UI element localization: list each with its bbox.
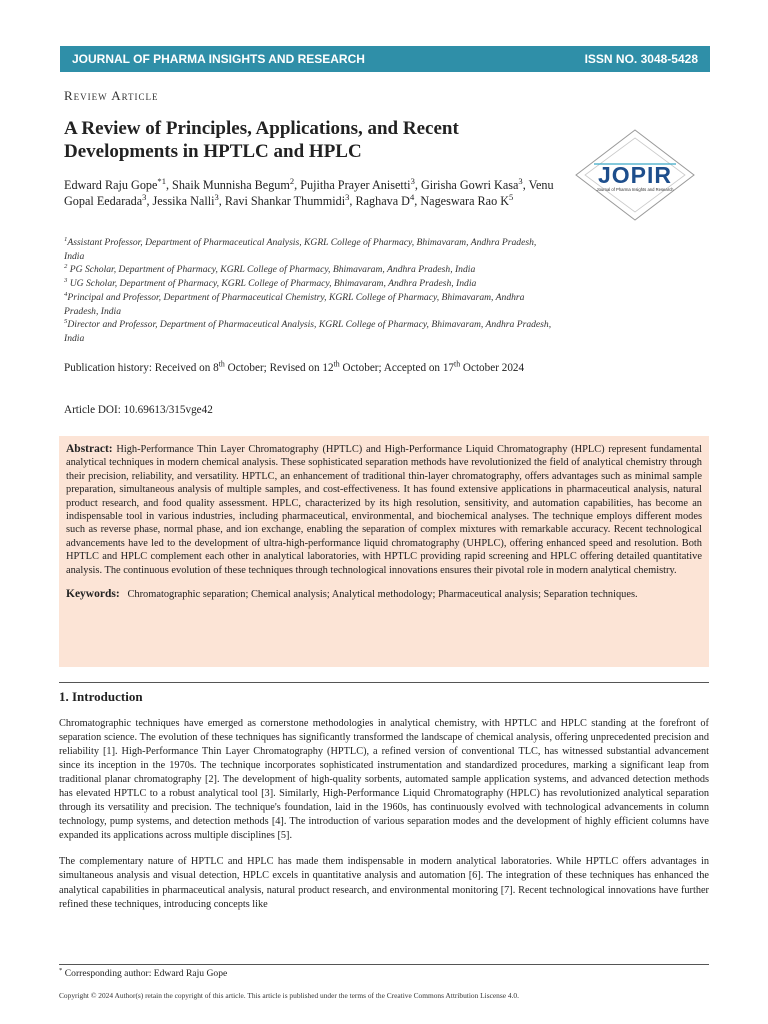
author: Jessika Nalli$^3$ <box>152 191 219 208</box>
abstract-label: Abstract: <box>66 443 113 455</box>
affiliation: $^1$Assistant Professor, Department of Pharmaceutical Analysis, KGRL College of Pharmacy, Bhimavaram, Andhra Pradesh, India <box>64 235 537 262</box>
affiliation: $^2$ PG Scholar, Department of Pharmacy, KGRL College of Pharmacy, Bhimavaram, Andhra Pradesh, India <box>64 263 476 276</box>
author: Ravi Shankar Thummidi$^3$ <box>224 191 350 208</box>
jopir-logo-icon <box>574 128 696 222</box>
keywords-label: Keywords: <box>66 588 120 601</box>
affiliation-list <box>64 236 554 346</box>
article-doi: Article DOI: 10.69613/315vge42 <box>64 404 213 416</box>
section-divider <box>59 682 709 683</box>
abstract-box <box>59 436 709 667</box>
author: Shaik Munnisha Begum$^2$ <box>172 175 295 192</box>
author: Pujitha Prayer Anisetti$^3$ <box>300 175 415 192</box>
keywords <box>66 588 702 601</box>
article-type: Review Article <box>64 88 159 103</box>
affiliation: $^4$Principal and Professor, Department of Pharmaceutical Chemistry, KGRL College of Pharmacy, Bhimavaram, Andhra Pradesh, India <box>64 290 525 317</box>
journal-logo <box>574 128 696 222</box>
paragraph: Chromatographic techniques have emerged as cornerstone methodologies in analytical chemistry, with HPTLC and HPLC standing at the forefront of separation science. The evolution of these techniques has significantly transformed the landscape of chemical analysis, offering unprecedented precision and reliability [1]. High-Performance Thin Layer Chromatography (HPTLC), a refined version of conventional TLC, has witnessed substantial advancement since its inception in the 1970s. The technique incorporates sophisticated instrumentation and standardized procedures, marking a significant leap from traditional planar chromatography [2]. The development of high-quality sorbents, automated sample application systems, and advanced detection methods has elevated HPTLC to a robust analytical tool [3]. Similarly, High-Performance Liquid Chromatography (HPLC) has revolutionized analytical separation through its versatility and precision. The technique's foundation, laid in the 1960s, has continuously evolved with technological advancements in column technology, pump systems, and detection methods [4]. The introduction of various separation modes and the development of highly efficient columns have expanded its applications across multiple disciplines [5]. <box>59 718 709 842</box>
section-body <box>59 717 709 924</box>
affiliation: $^3$ UG Scholar, Department of Pharmacy, KGRL College of Pharmacy, Bhimavaram, Andhra Pradesh, India <box>64 276 477 290</box>
keywords-text: Chromatographic separation; Chemical analysis; Analytical methodology; Pharmaceutical analysis; Separation techniques. <box>127 589 638 601</box>
issn-number: ISSN NO. 3048-5428 <box>584 52 698 66</box>
journal-name: JOURNAL OF PHARMA INSIGHTS AND RESEARCH <box>72 52 365 66</box>
journal-header-bar <box>60 46 710 72</box>
abstract-text: High-Performance Thin Layer Chromatography (HPTLC) and High-Performance Liquid Chromatography (HPLC) represent fundamental analytical techniques in modern chemical analysis. These sophisticated separation methods have revolutionized the field of analytical chemistry through their precision, reliability, and versatility. HPTLC, an enhancement of traditional thin-layer chromatography, offers advantages such as minimal sample preparation, simultaneous analysis of multiple samples, and cost-effectiveness. It has found extensive applications in pharmaceutical analysis, natural product research, and food quality assessment. HPLC, characterized by its high resolution, sensitivity, and automation capabilities, has become an indispensable tool in various industries, including pharmaceutical, environmental, and biochemical analyses. The technique employs different modes such as reverse phase, normal phase, and ion exchange, enabling the separation of complex mixtures with remarkable accuracy. Recent technological advancements have led to the development of ultra-high-performance liquid chromatography (UHPLC), offering enhanced speed and resolution. Both HPTLC and HPLC complement each other in analytical laboratories, with HPTLC providing rapid screening and HPLC offering detailed quantitative analysis. The continuous evolution of these techniques through technological innovations ensures their pivotal role in modern analytical chemistry. <box>66 444 702 576</box>
footnote-divider <box>59 964 709 965</box>
logo-subtitle: Journal of Pharma Insights and Research <box>596 187 674 192</box>
publication-history: Publication history: Received on 8th October; Revised on 12th October; Accepted on 17th October 2024 <box>64 359 525 374</box>
author-list: Edward Raju Gope$^{*1}$, Shaik Munnisha Begum$^2$, Pujitha Prayer Anisetti$^3$, Girisha Gowri Kasa$^3$, Venu Gopal Eedarada$^3$, Jessika Nalli$^3$, Ravi Shankar Thummidi$^3$, Raghava $D^4$, Nageswara Rao $K^5$ <box>64 175 554 208</box>
section-heading: 1. Introduction <box>59 689 143 704</box>
author: Edward Raju Gope$^{*1}$ <box>64 175 166 192</box>
author: Raghava $D^4$ <box>355 191 415 208</box>
author: Girisha Gowri Kasa$^3$ <box>420 175 523 192</box>
corresponding-author-footnote: * Corresponding author: Edward Raju Gope <box>59 966 228 979</box>
copyright-notice: Copyright © 2024 Author(s) retain the copyright of this article. This article is published under the terms of the Creative Commons Attribution Liscense 4.0. <box>59 991 519 1000</box>
affiliation: $^5$Director and Professor, Department of Pharmaceutical Analysis, KGRL College of Pharmacy, Bhimavaram, Andhra Pradesh, India <box>64 318 552 344</box>
logo-text: JOPIR <box>597 162 673 188</box>
paragraph: The complementary nature of HPTLC and HPLC has made them indispensable in modern analytical laboratories. While HPTLC offers advantages in simultaneous analysis and visual detection, HPLC excels in quantitative analysis and automation [6]. The integration of these techniques has enhanced the analytical capabilities in pharmaceutical analysis, natural product research, and environmental monitoring [7]. Recent technological innovations have further refined these techniques, introducing concepts like <box>59 856 709 910</box>
paper-title: A Review of Principles, Applications, and Recent Developments in HPTLC and HPLC <box>64 118 459 162</box>
abstract <box>66 443 702 577</box>
author: Nageswara Rao $K^5$ <box>420 191 514 208</box>
author: Venu Gopal Eedarada$^3$ <box>64 178 554 208</box>
